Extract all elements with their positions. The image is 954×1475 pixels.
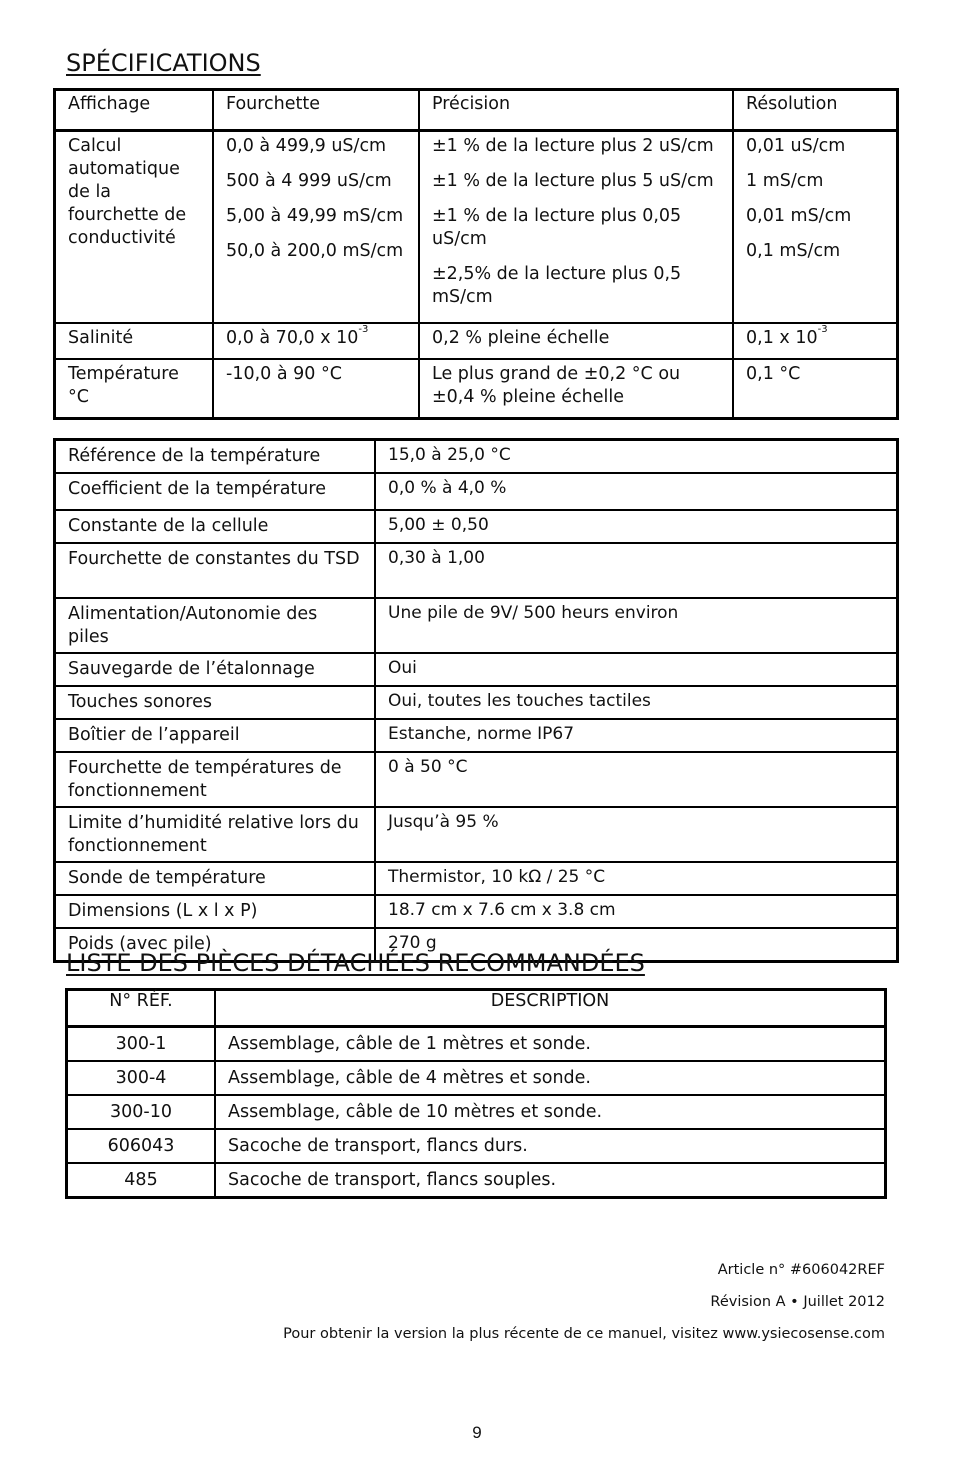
spec-label: Sauvegarde de l’étalonnage — [55, 653, 376, 686]
spec-label: Constante de la cellule — [55, 510, 376, 543]
salinity-accuracy: 0,2 % pleine échelle — [419, 323, 733, 359]
temperature-resolution: 0,1 °C — [733, 359, 898, 419]
part-description: Assemblage, câble de 10 mètres et sonde. — [215, 1095, 886, 1129]
table-header-row — [55, 90, 898, 131]
specs-heading: SPÉCIFICATIONS — [66, 49, 261, 77]
part-ref: 300-10 — [67, 1095, 216, 1129]
table-row — [67, 1027, 886, 1062]
part-ref: 485 — [67, 1163, 216, 1198]
part-description: Assemblage, câble de 1 mètres et sonde. — [215, 1027, 886, 1062]
resolution-value: 0,01 uS/cm — [746, 136, 846, 156]
spec-value: Estanche, norme IP67 — [375, 719, 898, 752]
spec-value: 270 g — [375, 928, 898, 962]
table-row — [55, 686, 898, 719]
col-header-fourchette: Fourchette — [213, 90, 419, 131]
conductivity-ranges — [213, 131, 419, 324]
salinity-range-exponent: -3 — [358, 324, 369, 335]
parts-table-body — [67, 1027, 886, 1198]
col-header-affichage: Affichage — [55, 90, 214, 131]
parts-table — [65, 988, 887, 1199]
part-description: Sacoche de transport, flancs souples. — [215, 1163, 886, 1198]
table-row — [55, 862, 898, 895]
range-value: 0,0 à 499,9 uS/cm — [226, 136, 387, 156]
table-row-conductivity — [55, 131, 898, 324]
spec-label: Référence de la température — [55, 440, 376, 474]
spec-label: Coefficient de la température — [55, 473, 376, 510]
col-header-ref: N° RÉF. — [67, 990, 216, 1027]
range-value: 500 à 4 999 uS/cm — [226, 171, 392, 191]
article-number: Article n° #606042REF — [717, 1262, 885, 1278]
salinity-label: Salinité — [55, 323, 214, 359]
table-header-row — [67, 990, 886, 1027]
salinity-resolution-base: 0,1 x 10 — [746, 328, 818, 348]
spec-label: Dimensions (L x l x P) — [55, 895, 376, 928]
table-row — [67, 1061, 886, 1095]
temperature-accuracy: Le plus grand de ±0,2 °C ou ±0,4 % pleine échelle — [419, 359, 733, 419]
col-header-description: DESCRIPTION — [215, 990, 886, 1027]
part-description: Assemblage, câble de 4 mètres et sonde. — [215, 1061, 886, 1095]
accuracy-value: ±1 % de la lecture plus 5 uS/cm — [432, 171, 714, 191]
spec-value: 15,0 à 25,0 °C — [375, 440, 898, 474]
spec-value: 5,00 ± 0,50 — [375, 510, 898, 543]
spec-value: 18.7 cm x 7.6 cm x 3.8 cm — [375, 895, 898, 928]
spec-value: Jusqu’à 95 % — [375, 807, 898, 862]
range-value: 5,00 à 49,99 mS/cm — [226, 206, 404, 226]
conductivity-accuracy — [419, 131, 733, 324]
accuracy-value: ±1 % de la lecture plus 2 uS/cm — [432, 136, 714, 156]
spec-value: 0,0 % à 4,0 % — [375, 473, 898, 510]
table-row-temperature — [55, 359, 898, 419]
table-row — [55, 807, 898, 862]
spec-value: Thermistor, 10 kΩ / 25 °C — [375, 862, 898, 895]
accuracy-value: ±1 % de la lecture plus 0,05 uS/cm — [432, 206, 682, 249]
spec-label: Limite d’humidité relative lors du fonctionnement — [55, 807, 376, 862]
table-row — [55, 895, 898, 928]
spec-label: Touches sonores — [55, 686, 376, 719]
salinity-range — [213, 323, 419, 359]
specs-table-general — [53, 438, 899, 963]
parts-heading: LISTE DES PIÈCES DÉTACHÉES RECOMMANDÉES — [66, 949, 645, 977]
table-row — [67, 1163, 886, 1198]
spec-value: Oui, toutes les touches tactiles — [375, 686, 898, 719]
table-row — [55, 510, 898, 543]
spec-value: Une pile de 9V/ 500 heurs environ — [375, 598, 898, 653]
col-header-resolution: Résolution — [733, 90, 898, 131]
spec-label: Alimentation/Autonomie des piles — [55, 598, 376, 653]
specs-table-main — [53, 88, 899, 420]
range-value: 50,0 à 200,0 mS/cm — [226, 241, 404, 261]
conductivity-resolution — [733, 131, 898, 324]
table-row — [55, 653, 898, 686]
spec-value: 0 à 50 °C — [375, 752, 898, 807]
table-row — [55, 440, 898, 474]
salinity-range-base: 0,0 à 70,0 x 10 — [226, 328, 359, 348]
spec-label: Poids (avec pile) — [55, 928, 376, 962]
spec-label: Boîtier de l’appareil — [55, 719, 376, 752]
salinity-resolution-exponent: -3 — [817, 324, 828, 335]
spec-value: Oui — [375, 653, 898, 686]
part-description: Sacoche de transport, flancs durs. — [215, 1129, 886, 1163]
conductivity-label: Calcul automatique de la fourchette de conductivité — [55, 131, 214, 324]
resolution-value: 0,01 mS/cm — [746, 206, 852, 226]
table-row — [55, 598, 898, 653]
table-row — [55, 719, 898, 752]
spec-label: Fourchette de constantes du TSD — [55, 543, 376, 598]
col-header-precision: Précision — [419, 90, 733, 131]
part-ref: 300-4 — [67, 1061, 216, 1095]
temperature-range: -10,0 à 90 °C — [213, 359, 419, 419]
table-row — [67, 1129, 886, 1163]
salinity-resolution — [733, 323, 898, 359]
specs-table-general-body — [55, 440, 898, 962]
resolution-value: 0,1 mS/cm — [746, 241, 841, 261]
revision-date: Révision A • Juillet 2012 — [710, 1294, 885, 1310]
part-ref: 606043 — [67, 1129, 216, 1163]
table-row — [55, 543, 898, 598]
table-row — [67, 1095, 886, 1129]
temperature-label: Température °C — [55, 359, 214, 419]
table-row — [55, 752, 898, 807]
part-ref: 300-1 — [67, 1027, 216, 1062]
table-row — [55, 473, 898, 510]
website-note: Pour obtenir la version la plus récente de ce manuel, visitez www.ysiecosense.com — [283, 1326, 885, 1342]
spec-label: Sonde de température — [55, 862, 376, 895]
spec-value: 0,30 à 1,00 — [375, 543, 898, 598]
spec-label: Fourchette de températures de fonctionnement — [55, 752, 376, 807]
resolution-value: 1 mS/cm — [746, 171, 824, 191]
page-number: 9 — [472, 1423, 482, 1442]
table-row-salinity — [55, 323, 898, 359]
accuracy-value: ±2,5% de la lecture plus 0,5 mS/cm — [432, 264, 682, 307]
